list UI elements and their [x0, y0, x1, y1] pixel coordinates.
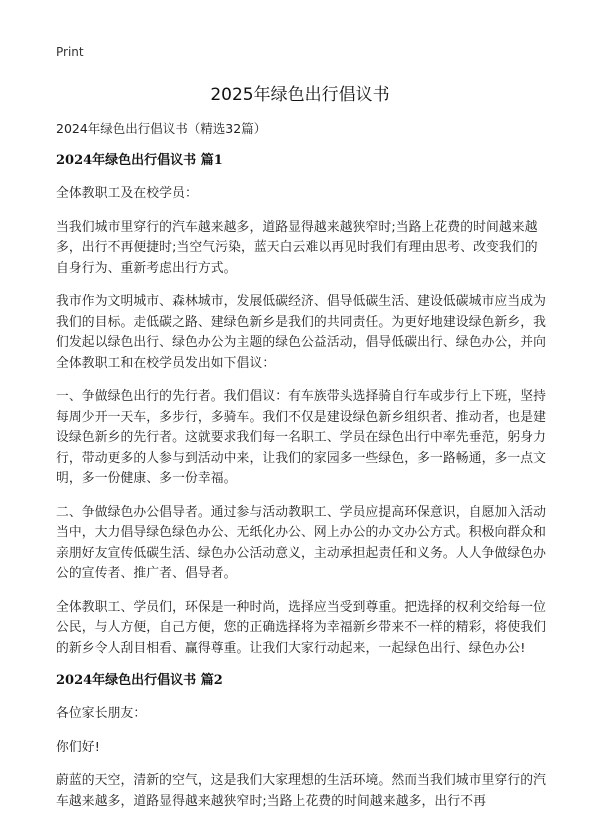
print-link[interactable]: Print	[56, 45, 84, 59]
paragraph: 你们好!	[56, 739, 100, 755]
paragraph: 二、争做绿色办公倡导者。通过参与活动教职工、学员应提高环保意识，自愿加入活动当中，大力倡导绿色绿色办公、无纸化办公、网上办公的办文办公方式。积极向群众和亲朋好友宣传低碳生活、绿色办公活动意义，主动承担起责任和义务。人人争做绿色办公的宣传者、推广者、倡导者。	[56, 504, 547, 581]
section-2	[56, 672, 550, 812]
document-body	[56, 120, 550, 825]
section-heading: 2024年绿色出行倡议书 篇2	[56, 673, 223, 688]
section-heading: 2024年绿色出行倡议书 篇1	[56, 153, 223, 168]
paragraph: 蔚蓝的天空，清新的空气，这是我们大家理想的生活环境。然而当我们城市里穿行的汽车越来越多，道路显得越来越狭窄时;当路上花费的时间越来越多，出行不再	[56, 773, 547, 809]
paragraph: 全体教职工、学员们，环保是一种时尚，选择应当受到尊重。把选择的权利交给每一位公民，与人方便，自己方便，您的正确选择将为幸福新乡带来不一样的精彩，将使我们的新乡令人刮目相看、赢得尊重。让我们大家行动起来，一起绿色出行、绿色办公!	[56, 599, 547, 656]
section-1	[56, 152, 550, 659]
page-title: 2025年绿色出行倡议书	[210, 85, 390, 105]
paragraph: 我市作为文明城市、森林城市，发展低碳经济、倡导低碳生活、建设低碳城市应当成为我们的目标。走低碳之路、建绿色新乡是我们的共同责任。为更好地建设绿色新乡，我们发起以绿色出行、绿色办公为主题的绿色公益活动，倡导低碳出行、绿色办公，并向全体教职工和在校学员发出如下倡议：	[56, 294, 547, 371]
document-subtitle: 2024年绿色出行倡议书（精选32篇）	[56, 121, 267, 136]
paragraph: 各位家长朋友：	[56, 706, 147, 721]
paragraph: 全体教职工及在校学员：	[56, 186, 198, 201]
paragraph: 当我们城市里穿行的汽车越来越多，道路显得越来越狭窄时;当路上花费的时间越来越多，出行不再便捷时;当空气污染，蓝天白云难以再见时我们有理由思考、改变我们的自身行为、重新考虑出行方式。	[56, 219, 538, 276]
paragraph: 一、争做绿色出行的先行者。我们倡议：有车族带头选择骑自行车或步行上下班，坚持每周少开一天车，多步行，多骑车。我们不仅是建设绿色新乡组织者、推动者，也是建设绿色新乡的先行者。这就要求我们每一名职工、学员在绿色出行中率先垂范，躬身力行，带动更多的人参与到活动中来，让我们的家园多一些绿色，多一路畅通，多一点文明，多一份健康、多一份幸福。	[56, 389, 547, 486]
